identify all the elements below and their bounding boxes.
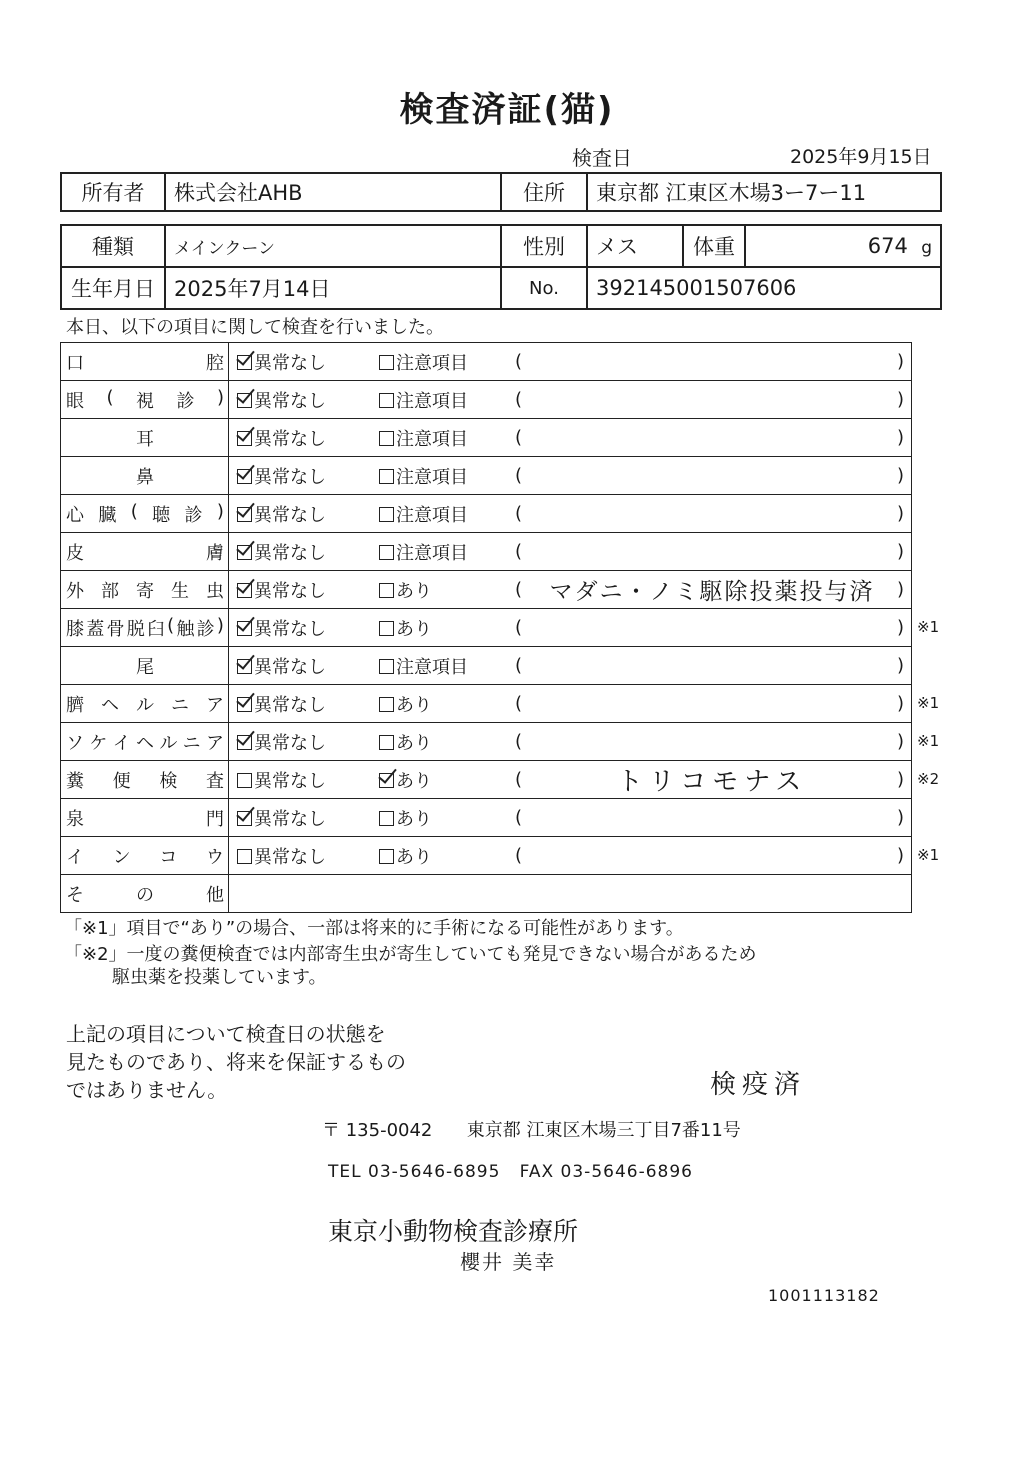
checkbox-label: 異常なし (254, 390, 326, 412)
examiner-name: 櫻井 美幸 (460, 1250, 557, 1274)
check-note: トリコモナス (616, 767, 808, 797)
checkbox-finding[interactable] (379, 501, 515, 527)
checkbox-normal[interactable] (229, 463, 379, 489)
checkbox-finding[interactable] (379, 653, 515, 679)
checkbox-label: 異常なし (254, 770, 326, 792)
check-item-text: 耳 (136, 428, 154, 450)
quarantine-stamp: 検疫済 (710, 1070, 807, 1100)
checkbox-finding[interactable] (379, 463, 515, 489)
check-result-cell (229, 457, 912, 495)
checkbox-label: あり (396, 694, 432, 716)
check-result-cell (229, 381, 912, 419)
left-paren: ( (515, 541, 523, 562)
left-paren: ( (515, 731, 523, 752)
checkbox-icon[interactable] (237, 393, 252, 408)
left-paren: ( (515, 769, 523, 790)
right-paren: ) (897, 731, 905, 752)
checkbox-icon[interactable] (237, 469, 252, 484)
animal-table (60, 224, 942, 310)
check-result-cell (229, 647, 912, 685)
checkbox-finding[interactable] (379, 387, 515, 413)
checkbox-normal[interactable] (229, 501, 379, 527)
checkbox-icon[interactable] (237, 659, 252, 674)
left-paren: ( (515, 389, 523, 410)
right-paren: ) (897, 351, 905, 372)
check-row (61, 571, 912, 609)
other-label-text: そ の 他 (66, 884, 224, 906)
checkbox-label: 異常なし (254, 428, 326, 450)
exam-date-label: 検査日 (572, 146, 632, 170)
right-paren: ) (897, 465, 905, 486)
check-item-label (61, 343, 229, 381)
weight-cell (745, 225, 941, 267)
checkbox-normal[interactable] (229, 805, 379, 831)
checkbox-icon[interactable] (379, 545, 394, 560)
check-item-text: 眼 ( 視 診 ) (66, 386, 224, 412)
exam-date: 2025年9月15日 (790, 146, 932, 168)
checkbox-label: 注意項目 (396, 656, 468, 678)
checkbox-label: あり (396, 732, 432, 754)
checkbox-icon[interactable] (237, 583, 252, 598)
check-item-text: 泉 門 (66, 808, 224, 830)
left-paren: ( (515, 807, 523, 828)
checkbox-normal[interactable] (229, 691, 379, 717)
checkbox-icon[interactable] (379, 469, 394, 484)
checkbox-label: 異常なし (254, 504, 326, 526)
document-number: 1001113182 (768, 1286, 880, 1305)
left-paren: ( (515, 427, 523, 448)
breed-value: メインクーン (165, 225, 501, 267)
left-paren: ( (515, 617, 523, 638)
clinic-address: 東京都 江東区木場三丁目7番11号 (466, 1120, 741, 1141)
check-item-label (61, 837, 229, 875)
other-value (229, 875, 912, 913)
check-row-other (61, 875, 912, 913)
checkbox-normal[interactable] (229, 843, 379, 869)
checkbox-label: あり (396, 846, 432, 868)
checkbox-icon[interactable] (379, 811, 394, 826)
owner-table (60, 172, 942, 212)
weight-unit: g (921, 238, 932, 258)
check-item-label (61, 647, 229, 685)
right-paren: ) (897, 807, 905, 828)
right-paren: ) (897, 693, 905, 714)
birth-value: 2025年7月14日 (165, 267, 501, 309)
check-item-label (61, 495, 229, 533)
sex-label: 性別 (501, 225, 587, 267)
clinic-name: 東京小動物検査診療所 (328, 1217, 579, 1246)
check-item-label (61, 419, 229, 457)
reference-mark: ※1 (917, 618, 940, 636)
check-row (61, 419, 912, 457)
checkbox-icon[interactable] (237, 773, 252, 788)
right-paren: ) (897, 541, 905, 562)
check-row (61, 343, 912, 381)
owner-label: 所有者 (61, 173, 165, 211)
checkbox-icon[interactable] (379, 697, 394, 712)
checkbox-normal[interactable] (229, 653, 379, 679)
weight-value: 674 (867, 234, 908, 258)
check-row (61, 685, 912, 723)
check-result-cell (229, 343, 912, 381)
check-row (61, 457, 912, 495)
check-item-text: 臍 ヘ ル ニ ア (66, 694, 224, 716)
checkbox-finding[interactable] (379, 349, 515, 375)
address-label: 住所 (501, 173, 587, 211)
check-note: マダニ・ノミ駆除投薬投与済 (549, 579, 875, 605)
document-title: 検査済証(猫) (399, 90, 615, 130)
checkbox-label: あり (396, 580, 432, 602)
check-item-label (61, 685, 229, 723)
left-paren: ( (515, 693, 523, 714)
checkbox-normal[interactable] (229, 577, 379, 603)
checkbox-icon[interactable] (237, 355, 252, 370)
check-row (61, 761, 912, 799)
no-label: No. (501, 267, 587, 309)
checkbox-icon[interactable] (379, 583, 394, 598)
right-paren: ) (897, 427, 905, 448)
checkbox-icon[interactable] (379, 393, 394, 408)
clinic-address-line (322, 1116, 741, 1142)
check-item-label (61, 761, 229, 799)
checkbox-icon[interactable] (237, 849, 252, 864)
checkbox-label: 異常なし (254, 542, 326, 564)
owner-value: 株式会社AHB (165, 173, 501, 211)
no-value: 392145001507606 (587, 267, 941, 309)
checkbox-icon[interactable] (237, 621, 252, 636)
checkbox-icon[interactable] (379, 735, 394, 750)
checkbox-normal[interactable] (229, 349, 379, 375)
check-row (61, 609, 912, 647)
checkbox-label: あり (396, 808, 432, 830)
checkbox-normal[interactable] (229, 729, 379, 755)
reference-mark: ※1 (917, 846, 940, 864)
check-item-label (61, 571, 229, 609)
left-paren: ( (515, 465, 523, 486)
checkbox-icon[interactable] (237, 507, 252, 522)
left-paren: ( (515, 579, 523, 600)
check-row (61, 647, 912, 685)
checkbox-finding[interactable] (379, 843, 515, 869)
check-row (61, 723, 912, 761)
checkbox-finding[interactable] (379, 615, 515, 641)
checkbox-normal[interactable] (229, 615, 379, 641)
closing-line-2: 見たものであり、将来を保証するもの (66, 1050, 406, 1074)
closing-line-3: ではありません。 (66, 1078, 228, 1102)
check-item-text: 心 臓 ( 聴 診 ) (66, 500, 224, 526)
checkbox-label: 異常なし (254, 694, 326, 716)
check-result-cell (229, 837, 912, 875)
check-result-cell (229, 761, 912, 799)
check-result-cell (229, 495, 912, 533)
checkbox-label: 異常なし (254, 808, 326, 830)
checkbox-icon[interactable] (379, 621, 394, 636)
reference-mark: ※1 (917, 694, 940, 712)
other-label (61, 875, 229, 913)
postal-code: 〒 135-0042 (322, 1120, 433, 1141)
contact-line (328, 1162, 693, 1182)
check-item-label (61, 723, 229, 761)
checkbox-finding[interactable] (379, 691, 515, 717)
checkbox-icon[interactable] (379, 773, 394, 788)
check-result-cell (229, 571, 912, 609)
check-result-cell (229, 723, 912, 761)
checkbox-normal[interactable] (229, 387, 379, 413)
check-item-text: 皮 膚 (66, 542, 224, 564)
closing-text (66, 1020, 406, 1104)
footnote-1: 「※1」項目で“あり”の場合、一部は将来的に手術になる可能性があります。 (64, 918, 684, 939)
checkbox-icon[interactable] (237, 545, 252, 560)
right-paren: ) (897, 503, 905, 524)
checkbox-label: 異常なし (254, 466, 326, 488)
checkbox-icon[interactable] (237, 697, 252, 712)
check-item-label (61, 533, 229, 571)
checkbox-icon[interactable] (379, 659, 394, 674)
checkbox-label: 異常なし (254, 656, 326, 678)
checkbox-label: あり (396, 618, 432, 640)
check-result-cell (229, 419, 912, 457)
check-item-text: ソ ケ イ ヘ ル ニ ア (66, 732, 224, 754)
check-result-cell (229, 685, 912, 723)
checkbox-label: 異常なし (254, 846, 326, 868)
check-item-label (61, 381, 229, 419)
checkbox-normal[interactable] (229, 539, 379, 565)
footnote-2: 「※2」一度の糞便検査では内部寄生虫が寄生していても発見できない場合があるため (64, 944, 757, 965)
left-paren: ( (515, 845, 523, 866)
checkbox-finding[interactable] (379, 729, 515, 755)
right-paren: ) (897, 769, 905, 790)
reference-mark: ※1 (917, 732, 940, 750)
checkbox-icon[interactable] (237, 811, 252, 826)
checkbox-finding[interactable] (379, 425, 515, 451)
closing-line-1: 上記の項目について検査日の状態を (66, 1022, 386, 1046)
checkbox-label: 注意項目 (396, 390, 468, 412)
checkbox-label: 異常なし (254, 732, 326, 754)
check-item-label (61, 457, 229, 495)
breed-label: 種類 (61, 225, 165, 267)
checkbox-normal[interactable] (229, 425, 379, 451)
checkbox-normal[interactable] (229, 767, 379, 793)
reference-mark: ※2 (917, 770, 940, 788)
checkbox-label: 注意項目 (396, 466, 468, 488)
check-item-text: イ ン コ ウ (66, 846, 224, 868)
checkbox-label: 注意項目 (396, 542, 468, 564)
fax-number: FAX 03-5646-6896 (519, 1162, 693, 1182)
tel-number: TEL 03-5646-6895 (328, 1162, 501, 1182)
checkbox-finding[interactable] (379, 539, 515, 565)
check-row (61, 837, 912, 875)
checkbox-label: 異常なし (254, 618, 326, 640)
check-result-cell (229, 799, 912, 837)
checkbox-label: 注意項目 (396, 352, 468, 374)
checkbox-finding[interactable] (379, 577, 515, 603)
left-paren: ( (515, 503, 523, 524)
check-row (61, 381, 912, 419)
checkbox-label: 注意項目 (396, 428, 468, 450)
intro-text: 本日、以下の項目に関して検査を行いました。 (66, 317, 444, 338)
check-row (61, 533, 912, 571)
check-result-cell (229, 533, 912, 571)
check-item-text: 口 腔 (66, 352, 224, 374)
check-table (60, 342, 912, 913)
check-row (61, 495, 912, 533)
check-item-label (61, 609, 229, 647)
left-paren: ( (515, 351, 523, 372)
weight-label: 体重 (683, 225, 745, 267)
check-item-text: 尾 (136, 656, 154, 678)
left-paren: ( (515, 655, 523, 676)
checkbox-finding[interactable] (379, 805, 515, 831)
check-item-text: 外 部 寄 生 虫 (66, 580, 224, 602)
checkbox-label: 注意項目 (396, 504, 468, 526)
check-result-cell (229, 609, 912, 647)
check-item-text: 鼻 (136, 466, 154, 488)
checkbox-icon[interactable] (237, 735, 252, 750)
checkbox-icon[interactable] (237, 431, 252, 446)
checkbox-label: 異常なし (254, 352, 326, 374)
check-item-label (61, 799, 229, 837)
right-paren: ) (897, 617, 905, 638)
right-paren: ) (897, 655, 905, 676)
checkbox-label: あり (396, 770, 432, 792)
right-paren: ) (897, 389, 905, 410)
address-value: 東京都 江東区木場3ー7ー11 (587, 173, 941, 211)
check-row (61, 799, 912, 837)
birth-label: 生年月日 (61, 267, 165, 309)
checkbox-finding[interactable] (379, 767, 515, 793)
right-paren: ) (897, 579, 905, 600)
checkbox-icon[interactable] (379, 849, 394, 864)
check-item-text: 膝 蓋 骨 脱 臼 ( 触 診 ) (66, 614, 224, 640)
checkbox-icon[interactable] (379, 431, 394, 446)
footnote-2-cont: 駆虫薬を投薬しています。 (112, 967, 327, 988)
checkbox-icon[interactable] (379, 355, 394, 370)
checkbox-icon[interactable] (379, 507, 394, 522)
sex-value: メス (587, 225, 683, 267)
right-paren: ) (897, 845, 905, 866)
checkbox-label: 異常なし (254, 580, 326, 602)
check-item-text: 糞 便 検 査 (66, 770, 224, 792)
